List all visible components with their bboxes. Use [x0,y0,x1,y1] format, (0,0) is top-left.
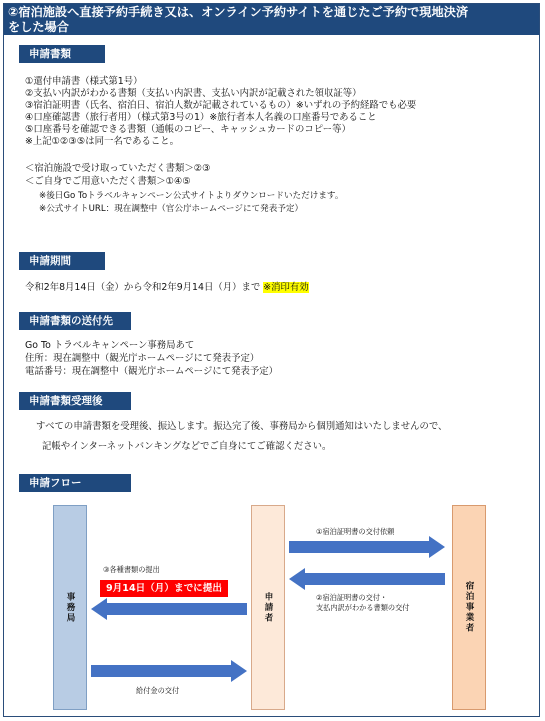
section-heading-after: 申請書類受理後 [19,392,131,410]
arrow-submit-documents [91,598,249,620]
flow-box-operator: 宿泊事業者 [452,505,486,710]
title-line-1: ②宿泊施設へ直接予約手続き又は、オンライン予約サイトを通じたご予約で現地決済 [8,5,469,19]
doc-item-1: ①還付申請書（様式第1号） [25,76,143,87]
flow-box-applicant: 申請者 [251,505,285,710]
arrow-payment [91,660,249,682]
doc-self: ＜ご自身でご用意いただく書類＞①④⑤ [25,176,191,187]
arrow-issue-certificate [289,568,447,590]
after-line-2: 記帳やインターネットバンキングなどでご自身にてご確認ください。 [42,441,332,452]
doc-item-2: ②支払い内訳がわかる書類（支払い内訳書、支払い内訳が記載された領収証等） [25,88,362,99]
arrow-request-certificate [289,536,447,558]
flow-step-3-label: ③各種書類の提出 [103,565,160,574]
period-range: 令和2年8月14日（金）から令和2年9月14日（月）まで [25,282,261,293]
flow-step-2-label-b: 支払内訳がわかる書類の交付 [316,603,410,612]
section-heading-documents: 申請書類 [19,45,105,63]
deadline-banner: 9月14日（月）までに提出 [100,580,228,597]
doc-download-note: ※後日Go Toトラベルキャンペーン公式サイトよりダウンロードいただけます。 [39,191,344,201]
flow-step-2-label-a: ②宿泊証明書の交付・ [316,593,388,602]
section-heading-destination: 申請書類の送付先 [19,312,131,330]
destination-office: Go To トラベルキャンペーン事務局あて [25,340,195,351]
page-title [4,4,539,35]
section-heading-flow: 申請フロー [19,474,131,492]
period-text [25,282,309,294]
flow-step-1-label: ①宿泊証明書の交付依頼 [316,527,395,536]
flow-box-office: 事務局 [53,505,87,710]
flow-payment-label: 給付金の交付 [136,686,180,695]
doc-item-3: ③宿泊証明書（氏名、宿泊日、宿泊人数が記載されているもの）※いずれの予約経路でも必要 [25,100,417,111]
postmark-valid-badge: ※消印有効 [263,282,309,293]
after-line-1: すべての申請書類を受理後、振込します。振込完了後、事務局から個別通知はいたしませんので、 [36,421,448,432]
section-heading-period: 申請期間 [19,252,105,270]
doc-url-note: ※公式サイトURL：現在調整中（官公庁ホームページにて発表予定） [39,204,304,214]
title-line-2: をした場合 [8,20,69,34]
destination-address: 住所：現在調整中（観光庁ホームページにて発表予定） [25,353,260,364]
destination-phone: 電話番号：現在調整中（観光庁ホームページにて発表予定） [25,366,278,377]
doc-facility: ＜宿泊施設で受け取っていただく書類＞②③ [25,163,211,174]
doc-item-note: ※上記①②③⑤は同一名であること。 [25,136,179,147]
doc-item-5: ⑤口座番号を確認できる書類（通帳のコピー、キャッシュカードのコピー等） [25,124,351,135]
doc-item-4: ④口座確認書（旅行者用）（様式第3号の1）※旅行者本人名義の口座番号であること [25,112,377,123]
